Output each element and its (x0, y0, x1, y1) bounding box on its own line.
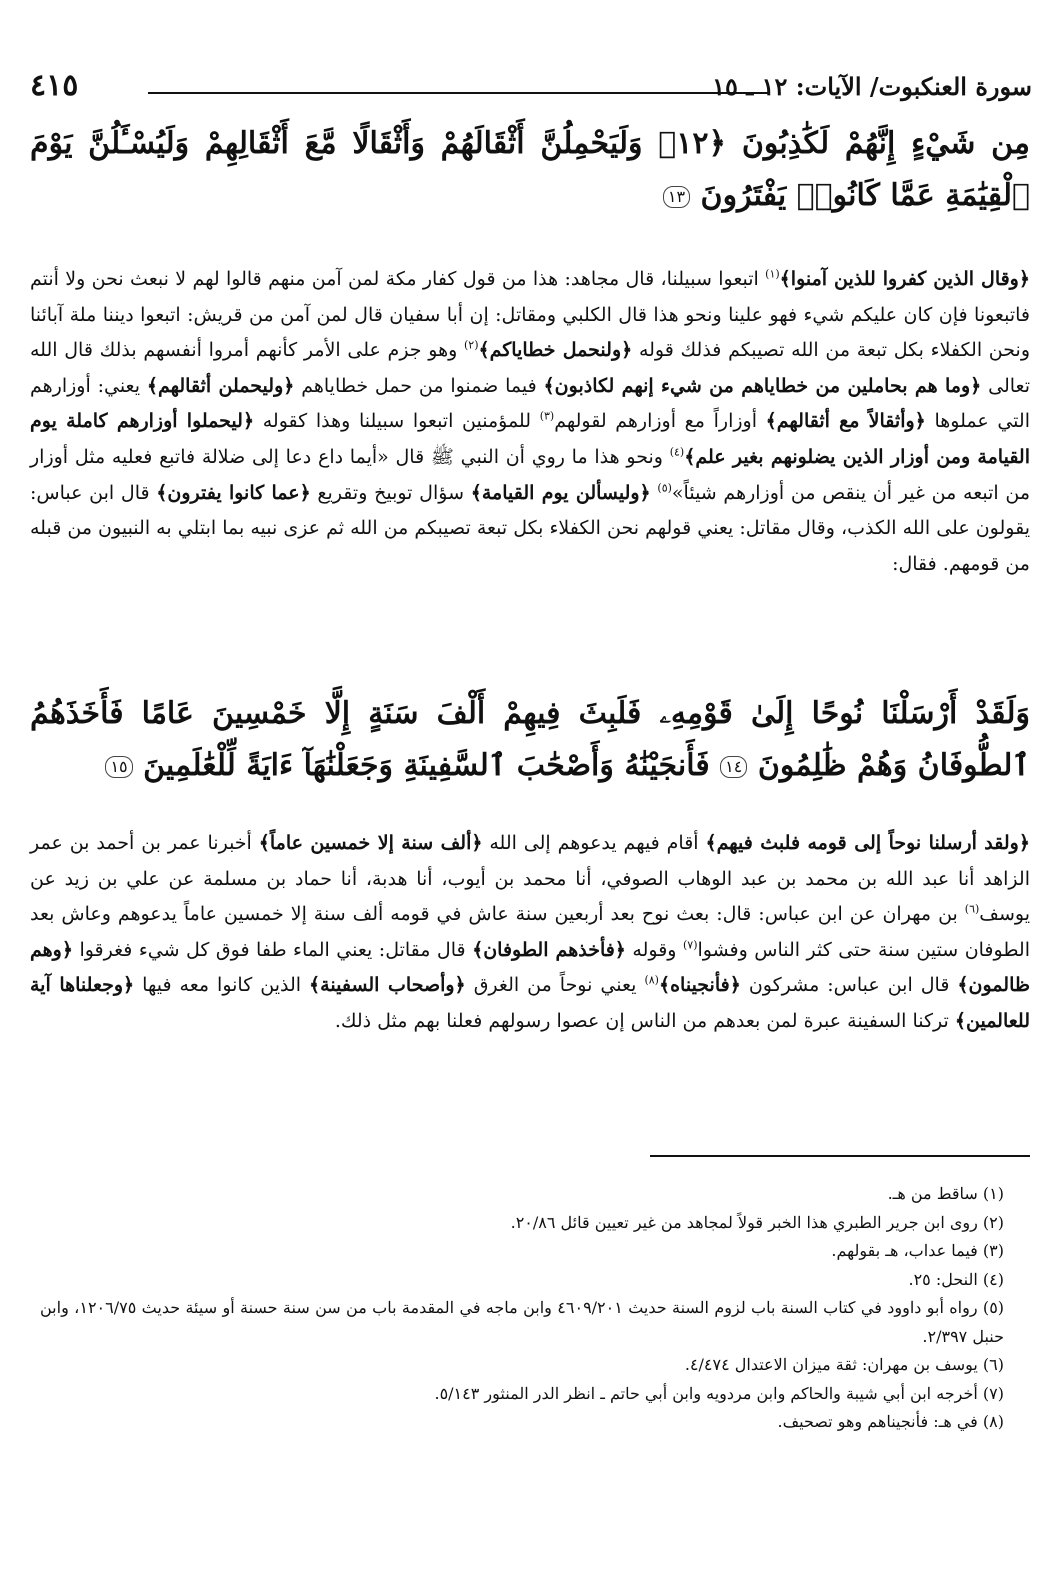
verse-quote: ﴿فأنجيناه﴾ (658, 974, 741, 997)
commentary-text: بن مهران عن ابن عباس: قال: بعث نوح بعد أربعين سنة عاش في قومه ألف سنة إلا خمسين عاماً يدعوهم وعاش بعد الطوفان ستين سنة حتى كثر الناس وفشوا (30, 903, 1030, 961)
footnote-ref: (٨) (644, 974, 659, 988)
ayah-number-marker: ١٥ (105, 756, 132, 778)
quran-verse-text: مِن شَيْءٍ إِنَّهُمْ لَكَٰذِبُونَ ﴿١٢﴾ وَلَيَحْمِلُنَّ أَثْقَالَهُمْ وَأَثْقَالًا مَّعَ أَثْقَالِهِمْ وَلَيُسْـَٔلُنَّ يَوْمَ ٱلْقِيَٰمَةِ عَمَّا كَانُوا۟ يَفْتَرُونَ (30, 126, 1030, 213)
commentary-text: قال مقاتل: يعني الماء طفا فوق كل شيء فغرقوا (72, 938, 473, 961)
verse-quote: ﴿عما كانوا يفترون﴾ (156, 481, 311, 504)
commentary-text: أخبرنا عمر بن أحمد بن عمر الزاهد أنا عبد الله بن محمد بن عبد الوهاب الصوفي، أنا محمد بن أيوب، أنا هدبة، أنا حماد بن مسلمة عن علي بن زيد عن يوسف (30, 832, 1030, 926)
commentary-text: قال ابن عباس: مشركون (740, 974, 958, 997)
verse-quote: ﴿وليسألن يوم القيامة﴾ (470, 481, 651, 504)
commentary-text: أقام فيهم يدعوهم إلى الله (482, 832, 706, 854)
verse-quote: ﴿فأخذهم الطوفان﴾ (472, 938, 626, 961)
verse-quote: ﴿وجعلناها آية للعالمين﴾ (30, 974, 1030, 1032)
commentary-paragraph-1 (30, 262, 1030, 582)
verse-quote: ﴿ليحملوا أوزارهم كاملة يوم القيامة ومن أوزار الذين يضلونهم بغير علم﴾ (30, 410, 1031, 468)
footnote-separator (650, 1155, 1030, 1157)
commentary-text: فيما ضمنوا من حمل خطاياهم (294, 374, 544, 397)
commentary-paragraph-2 (30, 826, 1030, 1040)
footnote-item: (٨) في هـ: فأنجيناهم وهو تصحيف. (777, 1412, 1004, 1431)
commentary-text: أوزاراً مع أوزارهم لقولهم (554, 410, 766, 433)
commentary-text: اتبعوا سبيلنا، قال مجاهد: هذا من قول كفار مكة لمن آمن منهم قالوا لهم لا نبعث نحن ولا أنتم فاتبعونا فإن كان عليكم شيء فهو علينا ونحو هذا قال الكلبي ومقاتل: إن أبا سفيان قال لمن آمن من قريش: اتبعوا ديننا ملة آبائنا ونحن الكفلاء بكل تبعة من الله تصيبكم فذلك قوله (30, 268, 1030, 362)
verse-quote: ﴿وليحملن أثقالهم﴾ (146, 374, 295, 397)
footnote-ref: (١) (765, 267, 780, 281)
footnote-item: (٥) رواه أبو داوود في كتاب السنة باب لزوم السنة حديث ٤٦٠٩/٢٠١ وابن ماجه في المقدمة باب من سن سنة حسنة أو سيئة حديث ١٢٠٦/٧٥، وابن حنبل ٢/٣٩٧. (40, 1298, 1005, 1346)
footnote-item: (٢) روى ابن جرير الطبري هذا الخبر قولاً لمجاهد من غير تعيين قائل ٢٠/٨٦. (510, 1212, 1004, 1232)
commentary-text: يعني نوحاً من الغرق (465, 974, 645, 997)
quran-verse-block-1 (30, 118, 1030, 222)
footnotes (40, 1180, 1004, 1437)
footnote-ref: (٦) (964, 902, 980, 916)
commentary-text: قال ابن عباس: يقولون على الله الكذب، وقال مقاتل: يعني قولهم نحن الكفلاء بكل تبعة تصيبكم من الله ثم عزى نبيه بما ابتلي به النبيون من قبله من قومهم. فقال: (30, 481, 1030, 575)
footnote-item: (٦) يوسف بن مهران: ثقة ميزان الاعتدال ٤/٤٧٤. (684, 1355, 1004, 1374)
quran-verse-text: وَلَقَدْ أَرْسَلْنَا نُوحًا إِلَىٰ قَوْمِهِۦ فَلَبِثَ فِيهِمْ أَلْفَ سَنَةٍ إِلَّا خَمْسِينَ عَامًا فَأَخَذَهُمُ ٱلطُّوفَانُ وَهُمْ ظَٰلِمُونَ (30, 696, 1030, 783)
ayah-number-marker: ١٣ (663, 186, 690, 208)
commentary-text: للمؤمنين اتبعوا سبيلنا وهذا كقوله (254, 410, 540, 433)
header-rule (148, 92, 768, 94)
commentary-text: الذين كانوا معه فيها (134, 974, 310, 997)
verse-quote: ﴿وقال الذين كفروا للذين آمنوا﴾ (779, 268, 1030, 290)
page-header (30, 68, 1032, 106)
footnote-ref: (٧) (682, 938, 698, 952)
verse-quote: ﴿وأصحاب السفينة﴾ (309, 974, 466, 997)
footnote-item: (١) ساقط من هـ. (887, 1184, 1004, 1203)
footnote-ref: (٣) (539, 410, 555, 424)
quran-verse-block-2 (30, 688, 1030, 792)
verse-quote: ﴿وأثقالاً مع أثقالهم﴾ (765, 410, 926, 433)
commentary-text: ونحو هذا ما روي أن النبي ﷺ قال «أيما داع دعا إلى ضلالة فاتبع فعليه مثل أوزار من اتبعه من غير أن ينقص من أوزارهم شيئاً» (30, 445, 1031, 504)
surah-title: سورة العنكبوت/ الآيات: ١٢ ـ ١٥ (712, 72, 1032, 101)
commentary-text: وقوله (625, 938, 683, 961)
footnote-ref: (٢) (463, 338, 479, 352)
verse-quote: ﴿وهم ظالمون﴾ (30, 938, 1030, 997)
commentary-text: وهو جزم على الأمر كأنهم أمروا أنفسهم بذلك قال الله تعالى (30, 339, 1030, 397)
verse-quote: ﴿وما هم بحاملين من خطاياهم من شيء إنهم لكاذبون﴾ (543, 374, 982, 397)
commentary-text: سؤال توبيخ وتقريع (310, 481, 471, 504)
verse-quote: ﴿ولقد أرسلنا نوحاً إلى قومه فلبث فيهم﴾ (705, 832, 1030, 854)
footnote-ref: (٤) (669, 445, 685, 459)
commentary-text: يعني: أوزارهم التي عملوها (30, 374, 1030, 433)
footnote-item: (٣) فيما عداب، هـ بقولهم. (831, 1241, 1004, 1260)
footnote-item: (٧) أخرجه ابن أبي شيبة والحاكم وابن مردويه وابن أبي حاتم ـ انظر الدر المنثور ٥/١٤٣. (434, 1383, 1004, 1403)
ayah-number-marker: ١٤ (720, 756, 747, 778)
page-number: ٤١٥ (30, 68, 79, 103)
commentary-text: تركنا السفينة عبرة لمن بعدهم من الناس إن عصوا رسولهم فعلنا بهم مثل ذلك. (334, 1009, 955, 1032)
quran-verse-text: فَأَنجَيْنَٰهُ وَأَصْحَٰبَ ٱلسَّفِينَةِ وَجَعَلْنَٰهَآ ءَايَةً لِّلْعَٰلَمِينَ (143, 748, 710, 783)
verse-quote: ﴿ألف سنة إلا خمسين عاماً﴾ (258, 832, 483, 854)
footnote-item: (٤) النحل: ٢٥. (908, 1269, 1004, 1289)
footnote-ref: (٥) (657, 481, 672, 495)
verse-quote: ﴿ولنحمل خطاياكم﴾ (478, 339, 633, 362)
